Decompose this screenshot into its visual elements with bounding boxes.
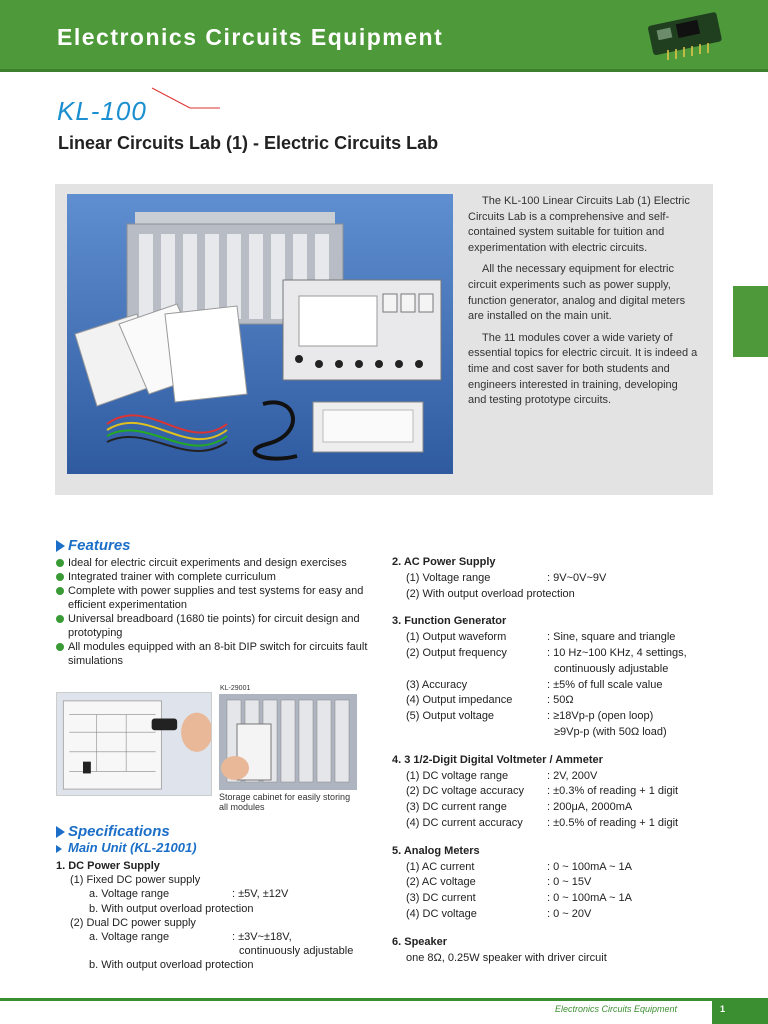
spec-row	[392, 709, 722, 725]
spec-label: (1) Output waveform	[406, 631, 507, 644]
spec-row	[392, 800, 722, 816]
dc-power-spec	[56, 859, 386, 973]
spec-row	[392, 646, 722, 662]
spec-value: : ±0.5% of reading + 1 digit	[547, 816, 679, 829]
spec-line: (1) Fixed DC power supply	[70, 874, 201, 887]
spec-rows	[392, 630, 722, 741]
spec-label: a. Voltage range	[89, 888, 170, 901]
footer-rule	[0, 998, 768, 1001]
spec-label: a. Voltage range	[89, 930, 170, 943]
spec-value: : 2V, 200V	[547, 769, 598, 782]
spec-line: b. With output overload protection	[89, 959, 254, 972]
spec-label: (3) Accuracy	[406, 678, 468, 691]
spec-value: : ±5% of full scale value	[547, 678, 663, 691]
banner-title: Electronics Circuits Equipment	[57, 24, 444, 50]
spec-row	[392, 769, 722, 785]
list-item: Universal breadboard (1680 tie points) for circuit design and prototyping	[56, 612, 376, 640]
spec-row	[392, 630, 722, 646]
spec-row	[392, 693, 722, 709]
spec-row	[56, 944, 386, 958]
header-banner	[0, 0, 768, 72]
specifications-heading: Specifications	[56, 823, 170, 840]
spec-row	[392, 875, 722, 891]
spec-row	[56, 930, 386, 944]
ac-power-spec	[392, 555, 722, 602]
analog-meters-spec	[392, 844, 722, 923]
title-accent-line	[150, 86, 222, 110]
spec-title: 5. Analog Meters	[392, 844, 480, 857]
cabinet-model-label: KL-29001	[220, 685, 251, 692]
list-item: Integrated trainer with complete curriculum	[56, 570, 376, 584]
module-photo	[56, 692, 212, 796]
dvm-spec	[392, 753, 722, 832]
hero-panel	[55, 184, 713, 495]
model-number: KL-100	[57, 96, 147, 126]
spec-label: (1) Voltage range	[406, 571, 491, 584]
list-item: Complete with power supplies and test systems for easy and efficient experimentation	[56, 584, 376, 612]
spec-value: : 0 ~ 20V	[547, 907, 592, 920]
spec-label: (5) Output voltage	[406, 710, 495, 723]
storage-cabinet-photo	[219, 694, 357, 790]
triangle-bullet-icon	[56, 826, 65, 838]
intro-paragraph-1: The KL-100 Linear Circuits Lab (1) Electric Circuits Lab is a comprehensive and self-contained system suitable for tuition and experimentation with electric circuits.	[468, 195, 690, 254]
spec-line: b. With output overload protection	[89, 902, 254, 915]
spec-row	[392, 678, 722, 694]
spec-row	[392, 860, 722, 876]
spec-title: 2. AC Power Supply	[392, 556, 496, 568]
spec-value: : ±0.3% of reading + 1 digit	[547, 785, 679, 798]
intro-paragraph-3: The 11 modules cover a wide variety of essential topics for electric circuit. It is indeed a time and cost saver for both students and engineers interested in training, developing and testing prototype circuits.	[468, 331, 698, 407]
triangle-bullet-icon	[56, 540, 65, 552]
spec-value: : 0 ~ 100mA ~ 1A	[547, 892, 633, 905]
spec-rows	[392, 769, 722, 832]
spec-title: 4. 3 1/2-Digit Digital Voltmeter / Ammeter	[392, 753, 603, 766]
spec-row	[392, 891, 722, 907]
spec-value: : 0 ~ 15V	[547, 876, 592, 889]
spec-label: (3) DC current range	[406, 801, 507, 814]
intro-paragraph-2: All the necessary equipment for electric circuit experiments such as power supply, function generator, analog and digital meters are installed on the main unit.	[468, 263, 686, 323]
spec-value: : 10 Hz~100 KHz, 4 settings,	[547, 646, 687, 659]
spec-label: (3) DC current	[406, 892, 476, 905]
spec-row	[56, 887, 386, 901]
triangle-bullet-icon	[56, 845, 62, 853]
footer-title: Electronics Circuits Equipment	[555, 1004, 678, 1014]
features-list	[56, 556, 376, 668]
spec-row	[392, 784, 722, 800]
function-generator-spec	[392, 614, 722, 740]
spec-value: : ±5V, ±12V	[232, 888, 289, 901]
spec-value: : ≥18Vp-p (open loop)	[547, 710, 654, 723]
spec-title: 6. Speaker	[392, 935, 448, 948]
circuit-board-icon	[648, 10, 730, 62]
spec-line: one 8Ω, 0.25W speaker with driver circuit	[406, 951, 607, 964]
spec-value: continuously adjustable	[239, 945, 354, 958]
list-item: All modules equipped with an 8-bit DIP switch for circuits fault simulations	[56, 640, 376, 668]
spec-label: (2) DC voltage accuracy	[406, 785, 524, 798]
specs-right-column	[392, 555, 722, 978]
spec-value: : 50Ω	[547, 694, 574, 707]
side-tab	[733, 286, 768, 357]
product-subtitle: Linear Circuits Lab (1) - Electric Circuits Lab	[58, 133, 439, 153]
spec-label: (1) DC voltage range	[406, 769, 509, 782]
spec-value: : Sine, square and triangle	[547, 631, 676, 644]
spec-row	[392, 907, 722, 923]
spec-row	[392, 725, 722, 741]
spec-value: ≥9Vp-p (with 50Ω load)	[554, 725, 667, 738]
spec-value: : 0 ~ 100mA ~ 1A	[547, 860, 633, 873]
spec-value: : ±3V~±18V,	[232, 930, 292, 943]
spec-line: (2) With output overload protection	[406, 587, 575, 600]
spec-title: 1. DC Power Supply	[56, 860, 160, 872]
spec-rows	[392, 860, 722, 923]
speaker-spec	[392, 935, 722, 967]
spec-label: (4) DC voltage	[406, 907, 477, 920]
spec-label: (4) Output impedance	[406, 694, 513, 707]
spec-label: (4) DC current accuracy	[406, 816, 523, 829]
spec-value: continuously adjustable	[554, 662, 669, 675]
spec-label: (2) AC voltage	[406, 876, 476, 889]
spec-value: : 9V~0V~9V	[547, 571, 607, 584]
features-heading: Features	[56, 537, 131, 554]
spec-row	[392, 571, 722, 587]
cabinet-caption: Storage cabinet for easily storing all modules	[219, 792, 351, 812]
spec-row	[392, 816, 722, 832]
spec-label: (1) AC current	[406, 860, 475, 873]
list-item: Ideal for electric circuit experiments and design exercises	[56, 556, 376, 570]
spec-line: (2) Dual DC power supply	[70, 916, 196, 929]
spec-label: (2) Output frequency	[406, 646, 507, 659]
product-photo	[67, 194, 453, 474]
spec-title: 3. Function Generator	[392, 615, 507, 628]
spec-value: : 200μA, 2000mA	[547, 801, 633, 814]
spec-row	[392, 662, 722, 678]
page-number: 1	[712, 1001, 768, 1024]
intro-text	[468, 194, 699, 415]
main-unit-heading: Main Unit (KL-21001)	[56, 840, 197, 855]
